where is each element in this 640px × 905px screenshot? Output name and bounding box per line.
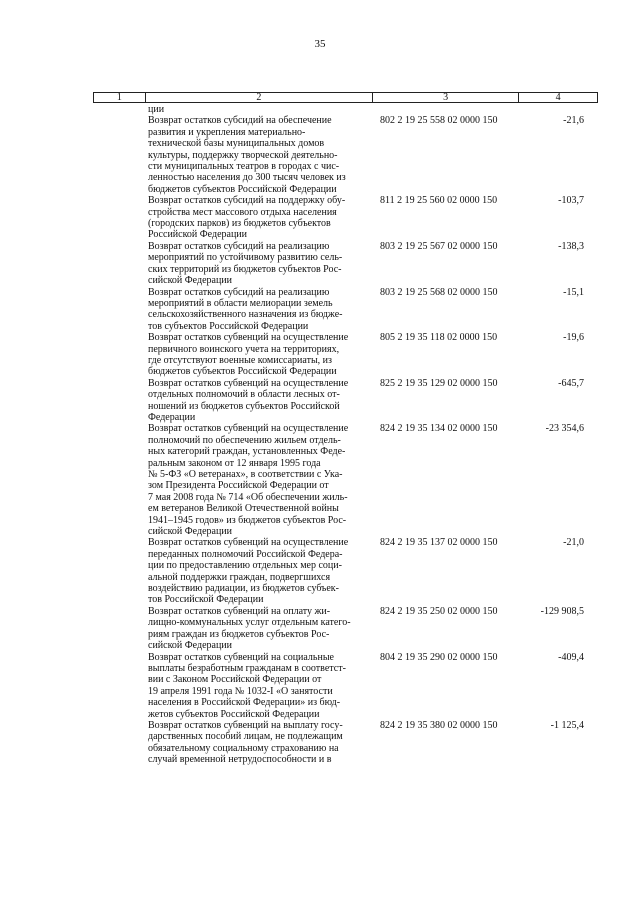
row-description: Возврат остатков субсидий на поддержку обу- стройства мест массового отдыха населения (городских парков) из бюджетов субъектов Российской Федерации <box>148 195 346 241</box>
row-code: 824 2 19 35 134 02 0000 150 <box>380 423 498 435</box>
row-description: Возврат остатков субвенций на осуществление отдельных полномочий в области лесных от- ношений из бюджетов субъектов Российской Федерации <box>148 377 349 423</box>
table-row <box>148 720 608 766</box>
row-code: 802 2 19 25 558 02 0000 150 <box>380 115 498 127</box>
table-row-continuation <box>148 104 608 115</box>
row-amount: -129 908,5 <box>540 605 584 617</box>
row-amount: -103,7 <box>558 195 584 207</box>
row-description: Возврат остатков субсидий на реализацию мероприятий по устойчивому развитию сель- ских территорий из бюджетов субъектов Рос- сийской Федерации <box>148 240 343 287</box>
table-row <box>148 115 608 195</box>
row-description: ции <box>148 104 165 115</box>
column-header-1: 1 <box>94 93 146 102</box>
table-header-row <box>93 92 598 103</box>
table-row <box>148 537 608 605</box>
row-description: Возврат остатков субвенций на осуществление полномочий по обеспечению жильем отдель- ных категорий граждан, установленных Феде- ральным законом от 12 января 1995 года № 5-ФЗ «О ветеранах», в соответствии с Ука- зом Президента Российской Федерации от 7 мая 2008 года № 714 «Об обеспечении жиль- ем ветеранов Великой Отечественной войны 1941–1945 годов» из бюджетов субъектов Рос- сийской Федерации <box>148 423 349 538</box>
row-amount: -19,6 <box>563 332 584 344</box>
page-number: 35 <box>314 38 326 50</box>
row-code: 803 2 19 25 567 02 0000 150 <box>380 240 498 252</box>
table-row <box>148 241 608 287</box>
column-header-3: 3 <box>373 93 519 102</box>
row-description: Возврат остатков субвенций на осуществление переданных полномочий Российской Федера- ции по предоставлению отдельных мер соци- альной поддержки граждан, подвергшихся воздействию радиации, из бюджетов субъек- тов Российской Федерации <box>148 537 349 606</box>
row-code: 825 2 19 35 129 02 0000 150 <box>380 377 498 389</box>
row-code: 804 2 19 35 290 02 0000 150 <box>380 651 498 663</box>
table-row <box>148 195 608 241</box>
table-row <box>148 332 608 378</box>
row-amount: -23 354,6 <box>545 423 584 435</box>
table-row <box>148 287 608 333</box>
column-header-4: 4 <box>555 92 561 103</box>
row-code: 803 2 19 25 568 02 0000 150 <box>380 286 498 298</box>
row-code: 824 2 19 35 380 02 0000 150 <box>380 719 498 731</box>
row-amount: -1 125,4 <box>550 719 584 731</box>
table-body <box>148 104 608 766</box>
row-code: 805 2 19 35 118 02 0000 150 <box>380 332 498 344</box>
table-row <box>148 378 608 424</box>
row-description: Возврат остатков субвенций на оплату жи- лищно-коммунальных услуг отдельным катего- риям граждан из бюджетов субъектов Рос- сийской Федерации <box>148 605 351 652</box>
row-amount: -645,7 <box>558 377 584 389</box>
table-row <box>148 423 608 537</box>
row-amount: -21,6 <box>563 115 584 127</box>
row-description: Возврат остатков субсидий на реализацию мероприятий в области мелиорации земель сельскохозяйственного назначения из бюдже- тов субъектов Российской Федерации <box>148 286 343 332</box>
row-amount: -15,1 <box>563 286 584 298</box>
table-row <box>148 652 608 720</box>
table-row <box>148 606 608 652</box>
row-code: 824 2 19 35 250 02 0000 150 <box>380 605 498 617</box>
row-code: 824 2 19 35 137 02 0000 150 <box>380 537 498 549</box>
column-header-2: 2 <box>146 93 373 102</box>
row-description: Возврат остатков субвенций на выплату госу- дарственных пособий лицам, не подлежащим обязательному социальному страхованию на случай временной нетрудоспособности и в <box>148 719 343 766</box>
row-description: Возврат остатков субвенций на социальные выплаты безработным гражданам в соответст- вии с Законом Российской Федерации от 19 апреля 1991 года № 1032-I «О занятости населения в Российской Федерации» из бюд- жетов субъектов Российской Федерации <box>148 651 346 720</box>
row-amount: -409,4 <box>558 651 584 663</box>
row-code: 811 2 19 25 560 02 0000 150 <box>380 195 498 207</box>
row-description: Возврат остатков субсидий на обеспечение развития и укрепления материально- технической базы муниципальных домов культуры, поддержку творческой деятельно- сти муниципальных театров в городах с чис- ленностью населения до 300 тысяч человек из бюджетов субъектов Российской Федерации <box>148 115 346 195</box>
row-amount: -138,3 <box>558 240 584 252</box>
row-description: Возврат остатков субвенций на осуществление первичного воинского учета на территориях, где отсутствуют военные комиссариаты, из бюджетов субъектов Российской Федерации <box>148 332 349 378</box>
row-amount: -21,0 <box>563 537 584 549</box>
